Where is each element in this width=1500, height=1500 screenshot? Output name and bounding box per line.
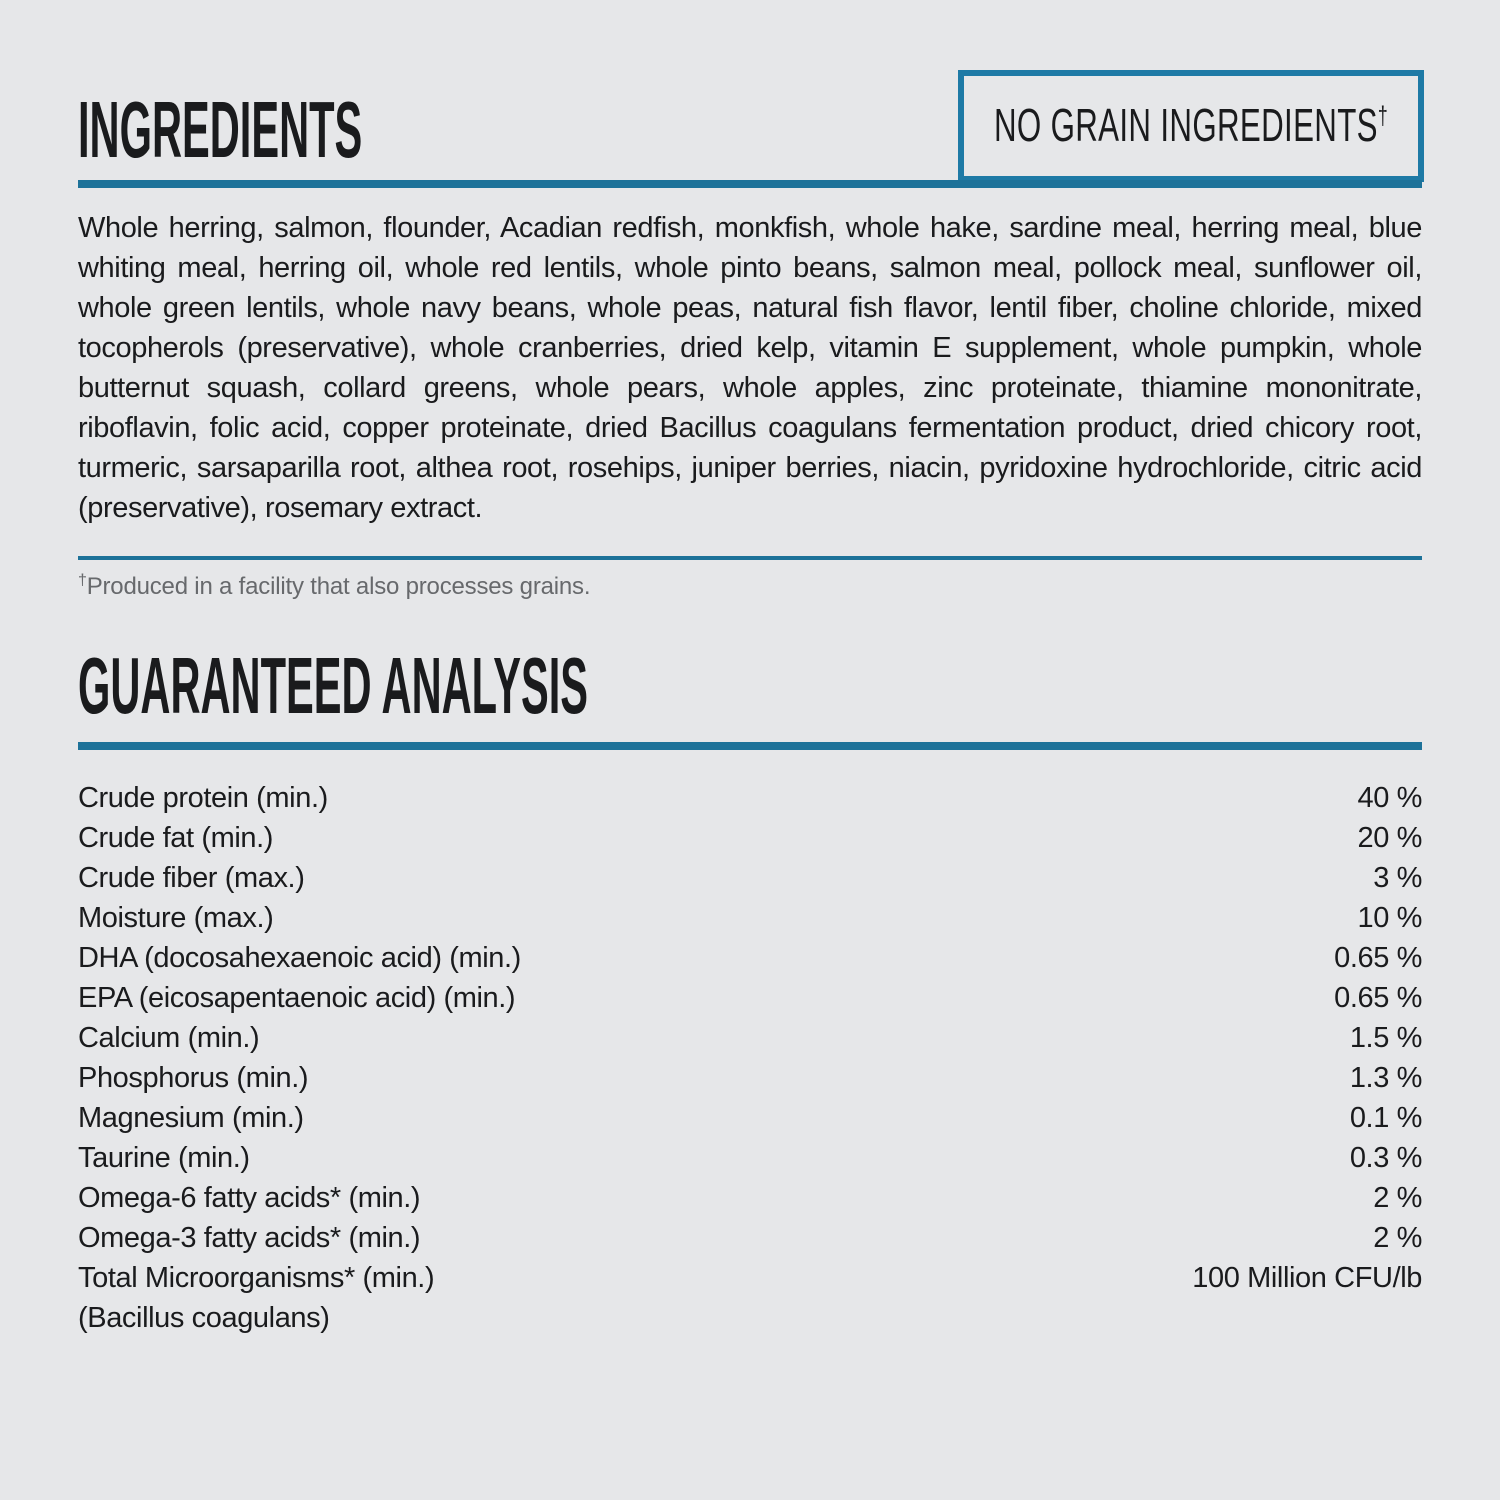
footnote	[78, 572, 1422, 602]
analysis-row-value: 1.3 %	[1349, 1062, 1422, 1094]
analysis-row-label: Calcium (min.)	[78, 1022, 260, 1054]
analysis-row	[78, 1218, 1422, 1258]
analysis-row-value: 0.3 %	[1349, 1142, 1422, 1174]
analysis-row-label: DHA (docosahexaenoic acid) (min.)	[78, 942, 521, 974]
analysis-row-label: Taurine (min.)	[78, 1142, 250, 1174]
analysis-row-value: 2 %	[1373, 1222, 1422, 1254]
analysis-title	[78, 641, 1422, 730]
analysis-table	[78, 778, 1422, 1338]
analysis-row	[78, 1098, 1422, 1138]
analysis-row-value: 20 %	[1357, 822, 1422, 854]
analysis-row-value: 0.65 %	[1334, 982, 1422, 1014]
no-grain-badge-dagger: †	[1377, 100, 1389, 131]
analysis-row-label: EPA (eicosapentaenoic acid) (min.)	[78, 982, 516, 1014]
analysis-row	[78, 1058, 1422, 1098]
analysis-row-label: Magnesium (min.)	[78, 1102, 304, 1134]
analysis-row-label: Omega-6 fatty acids* (min.)	[78, 1182, 421, 1214]
analysis-row-value: 0.1 %	[1349, 1102, 1422, 1134]
footnote-text: Produced in a facility that also processes grains.	[86, 573, 591, 600]
analysis-row-value: 3 %	[1373, 862, 1422, 894]
analysis-row-label: (Bacillus coagulans)	[78, 1302, 330, 1334]
ingredients-header	[78, 0, 1422, 188]
analysis-row-value: 40 %	[1357, 782, 1422, 814]
analysis-row-label: Total Microorganisms* (min.)	[78, 1262, 435, 1294]
analysis-row	[78, 818, 1422, 858]
analysis-row-label: Omega-3 fatty acids* (min.)	[78, 1222, 421, 1254]
analysis-row-label: Crude protein (min.)	[78, 782, 328, 814]
ingredients-title	[78, 85, 625, 174]
analysis-row	[78, 898, 1422, 938]
analysis-rule	[78, 742, 1422, 750]
analysis-row	[78, 978, 1422, 1018]
analysis-row	[78, 1258, 1422, 1298]
analysis-row	[78, 1018, 1422, 1058]
analysis-row	[78, 1298, 1422, 1338]
no-grain-badge-text	[994, 98, 1388, 152]
analysis-row-value: 1.5 %	[1349, 1022, 1422, 1054]
ingredients-header-rule	[78, 180, 1422, 188]
ingredients-paragraph: Whole herring, salmon, flounder, Acadian redfish, monkfish, whole hake, sardine meal, herring meal, blue whiting meal, herring oil, whole red lentils, whole pinto beans, salmon meal, pollock meal, sunflower oil, whole green lentils, whole navy beans, whole peas, natural fish flavor, lentil fiber, choline chloride, mixed tocopherols (preservative), whole cranberries, dried kelp, vitamin E supplement, whole pumpkin, whole butternut squash, collard greens, whole pears, whole apples, zinc proteinate, thiamine mononitrate, riboflavin, folic acid, copper proteinate, dried Bacillus coagulans fermentation product, dried chicory root, turmeric, sarsaparilla root, althea root, rosehips, juniper berries, niacin, pyridoxine hydrochloride, citric acid (preservative), rosemary extract.	[78, 212, 1422, 524]
analysis-row-value: 2 %	[1373, 1182, 1422, 1214]
analysis-row-label: Moisture (max.)	[78, 902, 274, 934]
analysis-row	[78, 1178, 1422, 1218]
analysis-title-text: GUARANTEED ANALYSIS	[78, 641, 589, 730]
analysis-row	[78, 1138, 1422, 1178]
analysis-row	[78, 858, 1422, 898]
no-grain-badge-label: NO GRAIN INGREDIENTS	[993, 98, 1378, 151]
analysis-row	[78, 938, 1422, 978]
ingredients-title-text: INGREDIENTS	[78, 85, 363, 174]
analysis-row-label: Crude fat (min.)	[78, 822, 274, 854]
footnote-dagger: †	[78, 572, 87, 589]
analysis-row-value: 10 %	[1357, 902, 1422, 934]
analysis-row-value: 0.65 %	[1334, 942, 1422, 974]
analysis-row-label: Phosphorus (min.)	[78, 1062, 309, 1094]
analysis-row-label: Crude fiber (max.)	[78, 862, 305, 894]
analysis-row-value: 100 Million CFU/lb	[1192, 1262, 1422, 1294]
no-grain-badge	[958, 70, 1424, 182]
analysis-row	[78, 778, 1422, 818]
footnote-rule	[78, 556, 1422, 560]
